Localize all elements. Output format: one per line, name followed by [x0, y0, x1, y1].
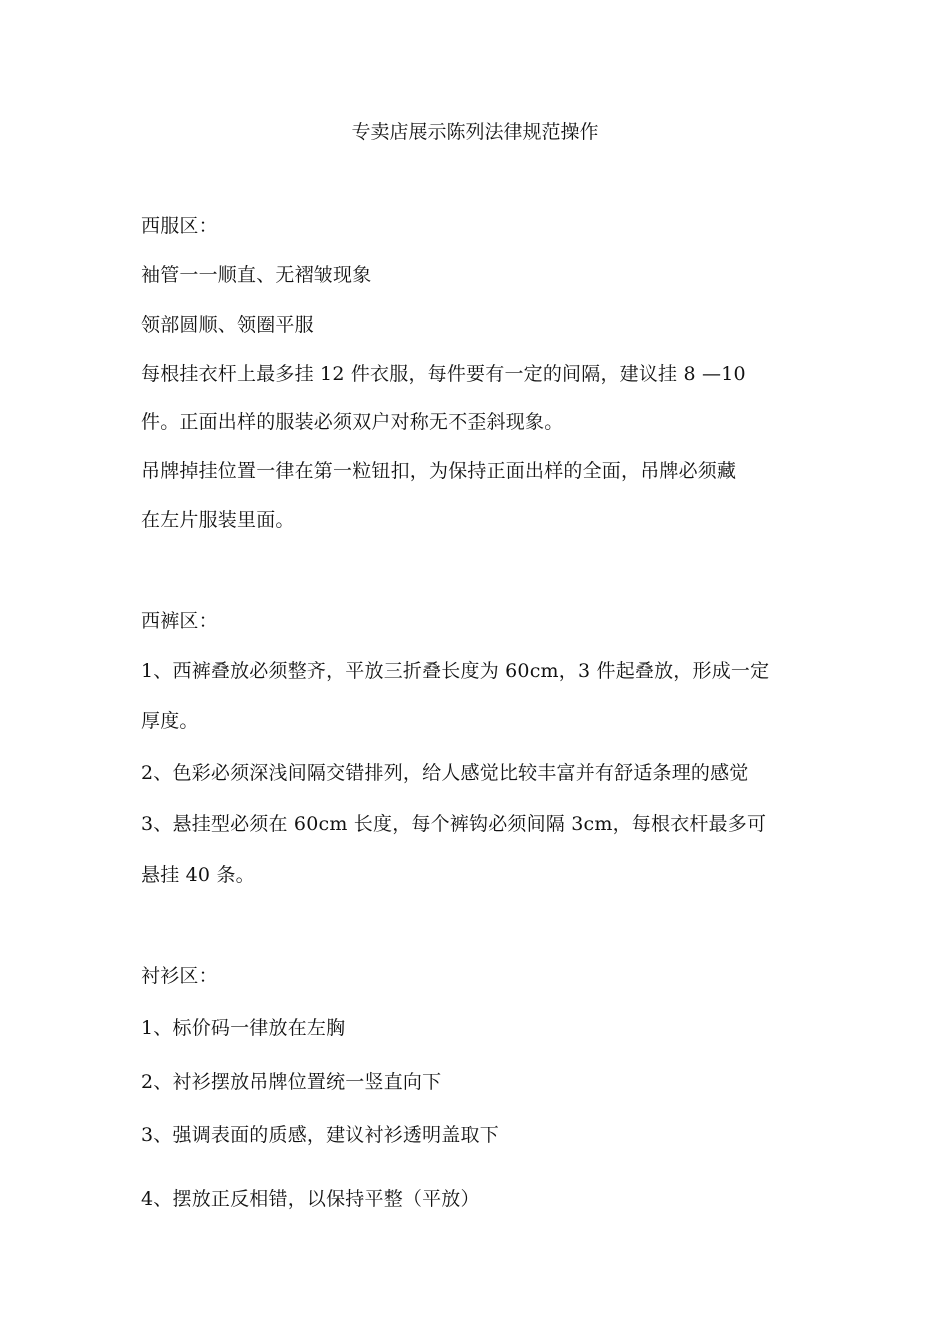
- paragraph-line: 3、悬挂型必须在 60cm 长度，每个裤钩必须间隔 3cm，每根衣杆最多可: [141, 813, 767, 835]
- paragraph-line: 1、标价码一律放在左胸: [141, 1017, 346, 1039]
- paragraph-line: 厚度。: [141, 710, 199, 732]
- paragraph-line: 领部圆顺、领圈平服: [141, 314, 314, 336]
- paragraph-line: 在左片服装里面。: [141, 509, 295, 531]
- paragraph-line: 3、强调表面的质感，建议衬衫透明盖取下: [141, 1124, 499, 1146]
- paragraph-line: 件。正面出样的服装必须双户对称无不歪斜现象。: [141, 411, 564, 433]
- paragraph-line: 每根挂衣杆上最多挂 12 件衣服，每件要有一定的间隔，建议挂 8 —10: [141, 363, 746, 385]
- paragraph-line: 悬挂 40 条。: [141, 864, 255, 886]
- paragraph-line: 2、衬衫摆放吊牌位置统一竖直向下: [141, 1071, 442, 1093]
- section-heading-shirts: 衬衫区：: [141, 965, 218, 987]
- paragraph-line: 袖管一一顺直、无褶皱现象: [141, 264, 372, 286]
- paragraph-line: 4、摆放正反相错，以保持平整（平放）: [141, 1188, 480, 1210]
- document-title: 专卖店展示陈列法律规范操作: [351, 121, 599, 143]
- paragraph-line: 2、色彩必须深浅间隔交错排列，给人感觉比较丰富并有舒适条理的感觉: [141, 762, 749, 784]
- section-heading-trousers: 西裤区：: [141, 610, 218, 632]
- section-heading-suits: 西服区：: [141, 215, 218, 237]
- paragraph-line: 1、西裤叠放必须整齐，平放三折叠长度为 60cm，3 件起叠放，形成一定: [141, 660, 770, 682]
- paragraph-line: 吊牌掉挂位置一律在第一粒钮扣，为保持正面出样的全面，吊牌必须藏: [141, 460, 737, 482]
